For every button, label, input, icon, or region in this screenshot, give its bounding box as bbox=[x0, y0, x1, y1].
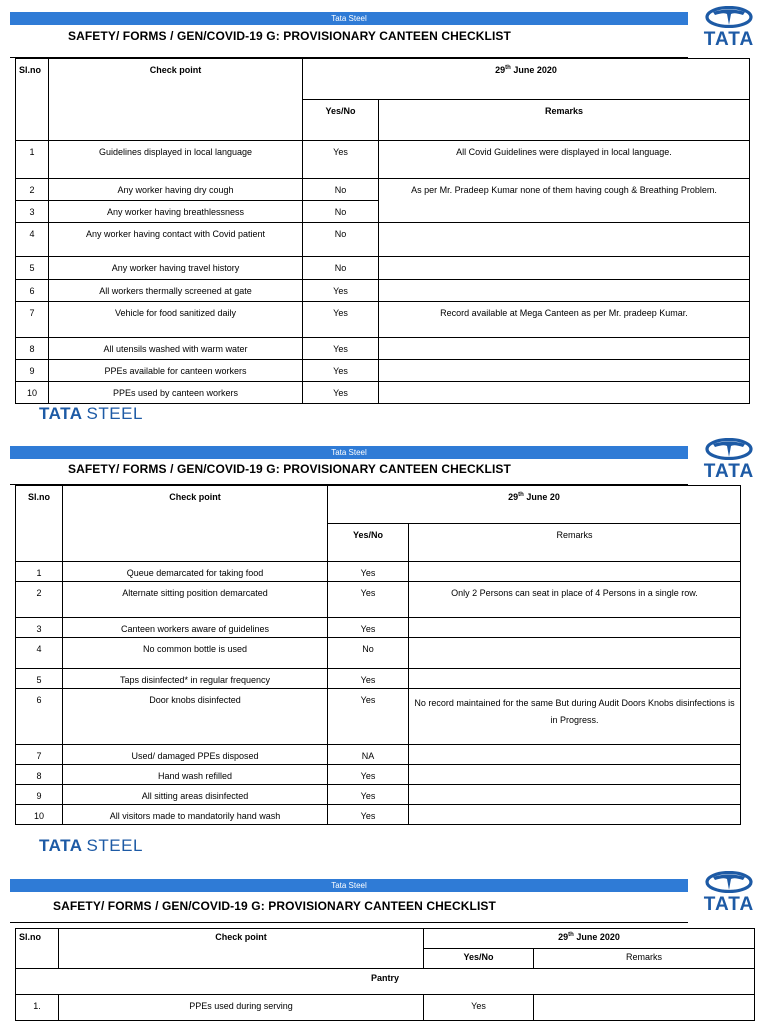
remark-cell bbox=[409, 745, 741, 765]
check-cell: Guidelines displayed in local language bbox=[49, 141, 303, 179]
yn-cell: Yes bbox=[328, 805, 409, 825]
check-cell: PPEs used during serving bbox=[59, 995, 424, 1021]
col-header-yn: Yes/No bbox=[424, 949, 534, 969]
remark-cell bbox=[379, 360, 750, 382]
remark-cell bbox=[409, 669, 741, 689]
check-cell: Canteen workers aware of guidelines bbox=[63, 618, 328, 638]
check-cell: Any worker having contact with Covid patient bbox=[49, 223, 303, 257]
sl-cell: 10 bbox=[16, 382, 49, 404]
remark-cell: As per Mr. Pradeep Kumar none of them having cough & Breathing Problem. bbox=[379, 179, 750, 223]
check-cell: PPEs used by canteen workers bbox=[49, 382, 303, 404]
header-band: Tata Steel bbox=[10, 446, 688, 459]
table-row bbox=[16, 141, 750, 179]
col-header-remarks: Remarks bbox=[534, 949, 755, 969]
check-cell: Any worker having travel history bbox=[49, 257, 303, 280]
table-row bbox=[16, 765, 741, 785]
check-cell: PPEs available for canteen workers bbox=[49, 360, 303, 382]
yn-cell: Yes bbox=[303, 360, 379, 382]
sl-cell: 6 bbox=[16, 280, 49, 302]
date-header: 29th June 2020 bbox=[303, 59, 750, 100]
col-header-check: Check point bbox=[59, 929, 424, 969]
sl-cell: 4 bbox=[16, 638, 63, 669]
table-row bbox=[16, 618, 741, 638]
sl-cell: 10 bbox=[16, 805, 63, 825]
tata-steel-brand: TATA STEEL bbox=[39, 404, 143, 423]
table-row bbox=[16, 805, 741, 825]
remark-cell: Only 2 Persons can seat in place of 4 Persons in a single row. bbox=[409, 582, 741, 618]
col-header-remarks: Remarks bbox=[409, 524, 741, 562]
remark-cell: Record available at Mega Canteen as per Mr. pradeep Kumar. bbox=[379, 302, 750, 338]
tata-emblem-icon bbox=[704, 871, 754, 893]
tata-emblem-icon bbox=[704, 6, 754, 28]
date-header: 29th June 20 bbox=[328, 486, 741, 524]
sl-cell: 7 bbox=[16, 745, 63, 765]
sl-cell: 2 bbox=[16, 582, 63, 618]
col-header-sl: Sl.no bbox=[16, 59, 49, 141]
yn-cell: Yes bbox=[424, 995, 534, 1021]
yn-cell: No bbox=[303, 257, 379, 280]
check-cell: Alternate sitting position demarcated bbox=[63, 582, 328, 618]
date-header: 29th June 2020 bbox=[424, 929, 755, 949]
table-row bbox=[16, 785, 741, 805]
check-cell: Taps disinfected* in regular frequency bbox=[63, 669, 328, 689]
page-title: SAFETY/ FORMS / GEN/COVID-19 G: PROVISIONARY CANTEEN CHECKLIST bbox=[68, 29, 511, 43]
check-cell: Hand wash refilled bbox=[63, 765, 328, 785]
remark-cell bbox=[379, 223, 750, 257]
yn-cell: No bbox=[303, 223, 379, 257]
sl-cell: 7 bbox=[16, 302, 49, 338]
check-cell: All utensils washed with warm water bbox=[49, 338, 303, 360]
tata-logo-text: TATA bbox=[703, 29, 755, 50]
col-header-yn: Yes/No bbox=[303, 100, 379, 141]
check-cell: All visitors made to mandatorily hand wash bbox=[63, 805, 328, 825]
check-cell: Any worker having dry cough bbox=[49, 179, 303, 201]
sl-cell: 3 bbox=[16, 201, 49, 223]
table-row bbox=[16, 257, 750, 280]
table-row bbox=[16, 338, 750, 360]
table-row bbox=[16, 223, 750, 257]
remark-cell bbox=[409, 638, 741, 669]
check-cell: Vehicle for food sanitized daily bbox=[49, 302, 303, 338]
yn-cell: No bbox=[303, 201, 379, 223]
table-row bbox=[16, 562, 741, 582]
yn-cell: Yes bbox=[303, 302, 379, 338]
tata-logo-text: TATA bbox=[703, 461, 755, 482]
col-header-sl: Sl.no bbox=[16, 929, 59, 969]
sl-cell: 5 bbox=[16, 257, 49, 280]
table-row bbox=[16, 745, 741, 765]
remark-cell bbox=[534, 995, 755, 1021]
sl-cell: 5 bbox=[16, 669, 63, 689]
check-cell: All sitting areas disinfected bbox=[63, 785, 328, 805]
table-row bbox=[16, 179, 750, 201]
yn-cell: Yes bbox=[328, 618, 409, 638]
sl-cell: 9 bbox=[16, 785, 63, 805]
col-header-yn: Yes/No bbox=[328, 524, 409, 562]
sl-cell: 6 bbox=[16, 689, 63, 745]
remark-cell: No record maintained for the same But during Audit Doors Knobs disinfections is in Progress. bbox=[409, 689, 741, 745]
checklist-table-3 bbox=[15, 928, 755, 1021]
table-row bbox=[16, 302, 750, 338]
page-title: SAFETY/ FORMS / GEN/COVID-19 G: PROVISIONARY CANTEEN CHECKLIST bbox=[53, 899, 496, 913]
remark-cell bbox=[409, 765, 741, 785]
table-row bbox=[16, 995, 755, 1021]
table-row bbox=[16, 689, 741, 745]
check-cell: No common bottle is used bbox=[63, 638, 328, 669]
remark-cell bbox=[379, 382, 750, 404]
yn-cell: No bbox=[328, 638, 409, 669]
check-cell: All workers thermally screened at gate bbox=[49, 280, 303, 302]
yn-cell: Yes bbox=[328, 562, 409, 582]
yn-cell: Yes bbox=[328, 765, 409, 785]
remark-cell bbox=[409, 562, 741, 582]
sl-cell: 8 bbox=[16, 765, 63, 785]
tata-logo bbox=[697, 438, 761, 482]
remark-cell bbox=[379, 280, 750, 302]
yn-cell: Yes bbox=[328, 785, 409, 805]
header-divider bbox=[10, 922, 688, 923]
yn-cell: No bbox=[303, 179, 379, 201]
table-row bbox=[16, 669, 741, 689]
section-row-pantry: Pantry bbox=[16, 969, 755, 995]
yn-cell: Yes bbox=[303, 382, 379, 404]
yn-cell: Yes bbox=[303, 338, 379, 360]
yn-cell: Yes bbox=[303, 141, 379, 179]
page-title: SAFETY/ FORMS / GEN/COVID-19 G: PROVISIONARY CANTEEN CHECKLIST bbox=[68, 462, 511, 476]
remark-cell bbox=[409, 618, 741, 638]
yn-cell: Yes bbox=[328, 669, 409, 689]
sl-cell: 1. bbox=[16, 995, 59, 1021]
yn-cell: Yes bbox=[328, 582, 409, 618]
tata-steel-brand: TATA STEEL bbox=[39, 836, 143, 855]
check-cell: Used/ damaged PPEs disposed bbox=[63, 745, 328, 765]
sl-cell: 3 bbox=[16, 618, 63, 638]
sl-cell: 8 bbox=[16, 338, 49, 360]
remark-cell: All Covid Guidelines were displayed in local language. bbox=[379, 141, 750, 179]
tata-logo bbox=[697, 871, 761, 915]
table-row bbox=[16, 280, 750, 302]
tata-logo-text: TATA bbox=[703, 894, 755, 915]
remark-cell bbox=[409, 785, 741, 805]
header-band: Tata Steel bbox=[10, 879, 688, 892]
table-row bbox=[16, 360, 750, 382]
sl-cell: 1 bbox=[16, 141, 49, 179]
yn-cell: NA bbox=[328, 745, 409, 765]
checklist-table-1 bbox=[15, 58, 750, 404]
check-cell: Door knobs disinfected bbox=[63, 689, 328, 745]
header-band: Tata Steel bbox=[10, 12, 688, 25]
yn-cell: Yes bbox=[303, 280, 379, 302]
sl-cell: 1 bbox=[16, 562, 63, 582]
sl-cell: 9 bbox=[16, 360, 49, 382]
sl-cell: 2 bbox=[16, 179, 49, 201]
col-header-check: Check point bbox=[49, 59, 303, 141]
col-header-check: Check point bbox=[63, 486, 328, 562]
remark-cell bbox=[379, 338, 750, 360]
col-header-remarks: Remarks bbox=[379, 100, 750, 141]
table-row bbox=[16, 582, 741, 618]
table-row bbox=[16, 382, 750, 404]
tata-emblem-icon bbox=[704, 438, 754, 460]
check-cell: Any worker having breathlessness bbox=[49, 201, 303, 223]
tata-logo bbox=[697, 6, 761, 50]
check-cell: Queue demarcated for taking food bbox=[63, 562, 328, 582]
checklist-table-2 bbox=[15, 485, 741, 825]
remark-cell bbox=[379, 257, 750, 280]
remark-cell bbox=[409, 805, 741, 825]
table-row bbox=[16, 638, 741, 669]
sl-cell: 4 bbox=[16, 223, 49, 257]
yn-cell: Yes bbox=[328, 689, 409, 745]
col-header-sl: Sl.no bbox=[16, 486, 63, 562]
